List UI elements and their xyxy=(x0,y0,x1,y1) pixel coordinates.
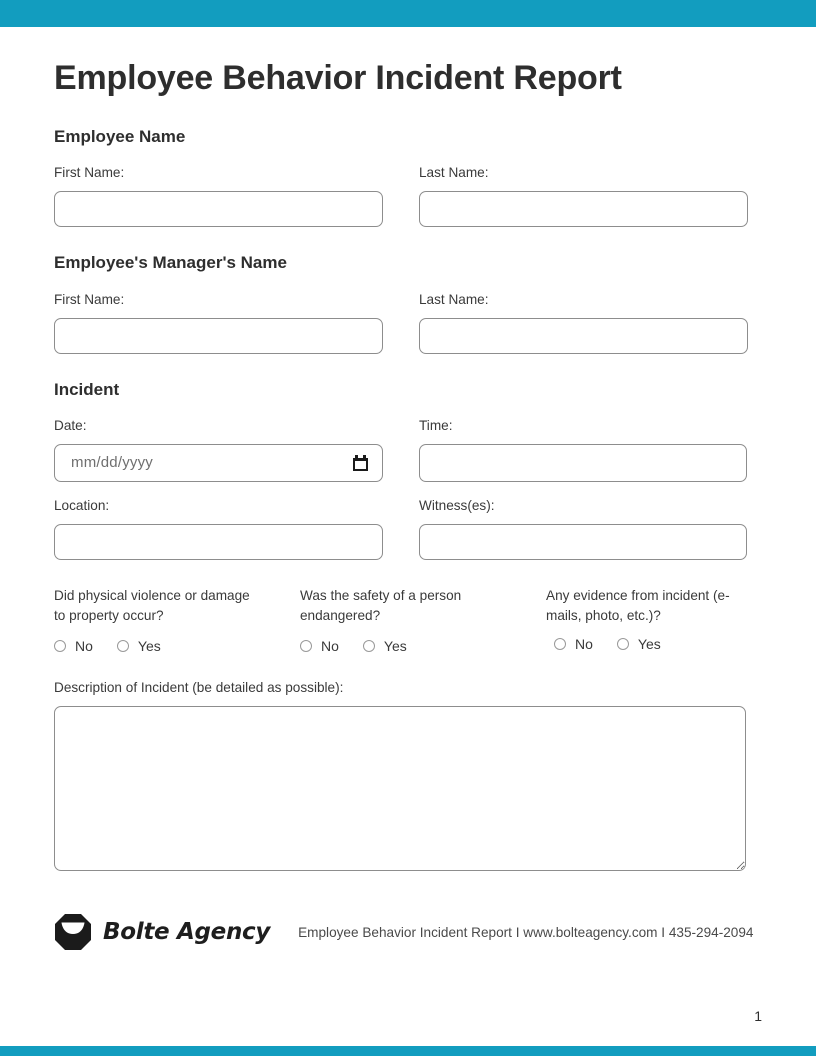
input-incident-witness[interactable] xyxy=(419,524,747,560)
date-placeholder-text: mm/dd/yyyy xyxy=(71,454,154,472)
input-incident-time[interactable] xyxy=(419,444,747,482)
field-incident-description xyxy=(54,680,762,876)
radio-physical-violence-yes[interactable] xyxy=(117,638,161,654)
label-incident-witness: Witness(es): xyxy=(419,497,495,513)
input-incident-description[interactable] xyxy=(54,706,746,871)
brand-name: Bolte Agency xyxy=(103,919,271,946)
input-incident-date[interactable] xyxy=(54,444,383,482)
radio-label: Yes xyxy=(637,636,661,653)
input-employee-first-name[interactable] xyxy=(54,191,383,227)
bolte-agency-logo-icon xyxy=(54,913,92,951)
section-employee-name xyxy=(54,127,762,227)
question-evidence xyxy=(546,586,756,654)
radio-evidence-no[interactable] xyxy=(554,636,593,652)
radio-circle-icon[interactable] xyxy=(554,638,566,650)
label-incident-time: Time: xyxy=(419,417,453,433)
label-incident-location: Location: xyxy=(54,497,110,513)
radio-circle-icon[interactable] xyxy=(363,640,375,652)
calendar-icon[interactable] xyxy=(353,455,368,471)
radio-circle-icon[interactable] xyxy=(54,640,66,652)
section-heading-incident: Incident xyxy=(54,379,120,399)
document-page xyxy=(0,27,816,1046)
radio-label: Yes xyxy=(383,638,407,655)
label-manager-last-name: Last Name: xyxy=(419,291,489,307)
radio-safety-endangered-yes[interactable] xyxy=(363,638,407,654)
field-incident-location xyxy=(54,498,419,560)
radio-circle-icon[interactable] xyxy=(117,640,129,652)
input-incident-location[interactable] xyxy=(54,524,383,560)
radio-label: Yes xyxy=(137,638,161,655)
section-manager-name xyxy=(54,253,762,353)
page-title: Employee Behavior Incident Report xyxy=(54,59,622,97)
label-incident-description: Description of Incident (be detailed as possible): xyxy=(54,680,344,696)
label-incident-date: Date: xyxy=(54,417,87,433)
footer xyxy=(54,913,762,951)
input-manager-first-name[interactable] xyxy=(54,318,383,354)
radio-safety-endangered-no[interactable] xyxy=(300,638,339,654)
label-employee-first-name: First Name: xyxy=(54,165,125,181)
field-incident-time xyxy=(419,418,748,482)
radio-label: No xyxy=(321,638,339,655)
section-heading-employee-name: Employee Name xyxy=(54,126,186,146)
field-employee-first-name xyxy=(54,165,419,227)
radio-label: No xyxy=(575,636,593,653)
radio-evidence-yes[interactable] xyxy=(617,636,661,652)
question-physical-violence-text: Did physical violence or damage to property occur? xyxy=(54,587,250,623)
radio-label: No xyxy=(75,638,93,655)
question-physical-violence xyxy=(54,586,300,654)
field-manager-last-name xyxy=(419,292,748,354)
radio-circle-icon[interactable] xyxy=(300,640,312,652)
bottom-accent-bar xyxy=(0,1046,816,1056)
radio-circle-icon[interactable] xyxy=(617,638,629,650)
field-incident-date xyxy=(54,418,419,482)
radio-physical-violence-no[interactable] xyxy=(54,638,93,654)
question-safety-endangered xyxy=(300,586,546,654)
top-accent-bar xyxy=(0,0,816,27)
section-incident xyxy=(54,380,762,877)
label-employee-last-name: Last Name: xyxy=(419,165,489,181)
input-manager-last-name[interactable] xyxy=(419,318,748,354)
field-employee-last-name xyxy=(419,165,748,227)
section-heading-manager-name: Employee's Manager's Name xyxy=(54,253,287,273)
field-manager-first-name xyxy=(54,292,419,354)
label-manager-first-name: First Name: xyxy=(54,291,125,307)
input-employee-last-name[interactable] xyxy=(419,191,748,227)
page-number: 1 xyxy=(754,1008,762,1024)
question-safety-endangered-text: Was the safety of a person endangered? xyxy=(300,587,462,623)
question-evidence-text: Any evidence from incident (e-mails, photo, etc.)? xyxy=(546,587,730,623)
field-incident-witness xyxy=(419,498,748,560)
footer-meta-text: Employee Behavior Incident Report I www.bolteagency.com I 435-294-2094 xyxy=(298,924,754,940)
